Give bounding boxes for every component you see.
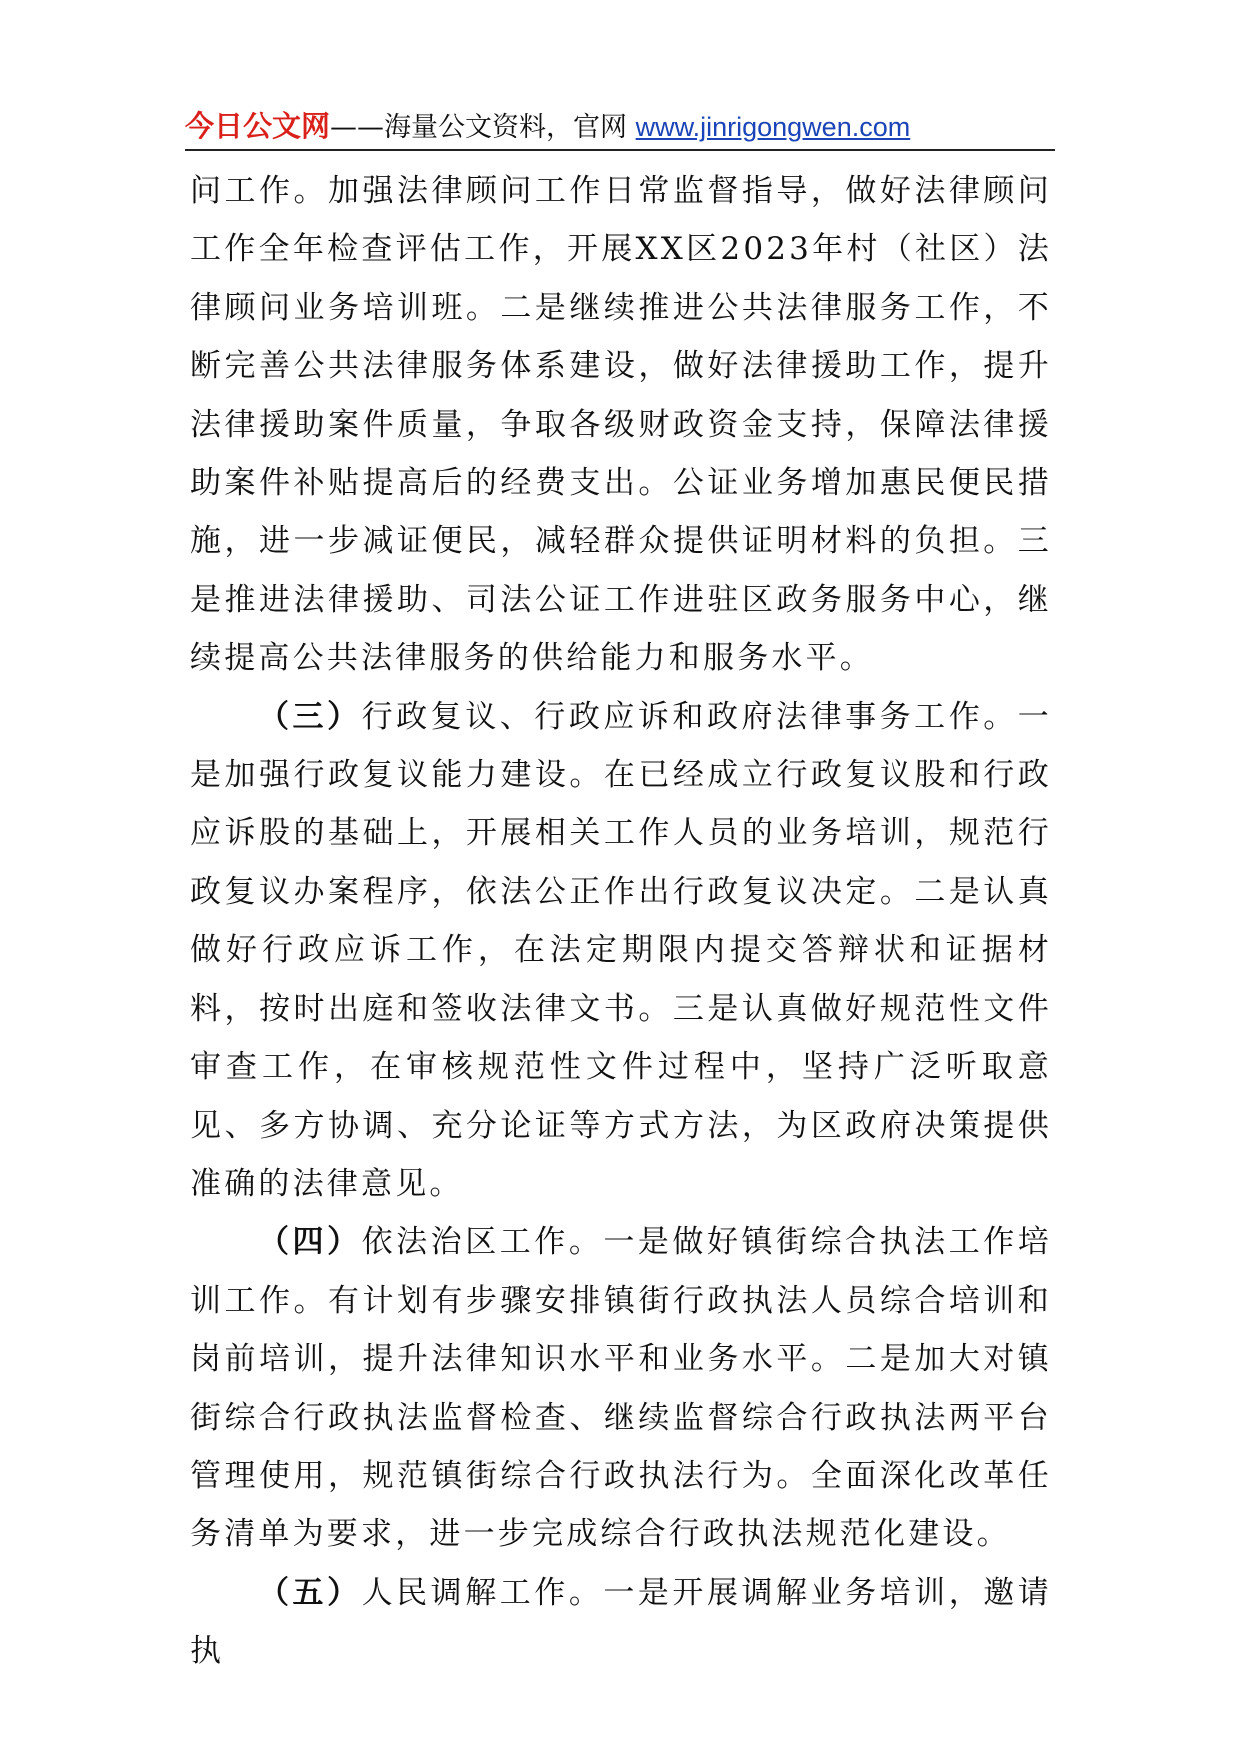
site-brand: 今日公文网 [185,109,331,143]
paragraph-4-text: 人民调解工作。一是开展调解业务培训，邀请执 [190,1574,1052,1670]
page-header [185,104,1055,148]
section-3-number: （三） [258,698,362,735]
paragraph-1-text: 问工作。加强法律顾问工作日常监督指导，做好法律顾问工作全年检查评估工作，开展XX区2023年村（社区）法律顾问业务培训班。二是继续推进公共法律服务工作，不断完善公共法律服务体系建设，做好法律援助工作，提升法律援助案件质量，争取各级财政资金支持，保障法律援助案件补贴提高后的经费支出。公证业务增加惠民便民措施，进一步减证便民，减轻群众提供证明材料的负担。三是推进法律援助、司法公证工作进驻区政务服务中心，继续提高公共法律服务的供给能力和服务水平。 [190,173,1052,677]
paragraph-2-text: 行政复议、行政应诉和政府法律事务工作。一是加强行政复议能力建设。在已经成立行政复议股和行政应诉股的基础上，开展相关工作人员的业务培训，规范行政复议办案程序，依法公正作出行政复议决定。二是认真做好行政应诉工作，在法定期限内提交答辩状和证据材料，按时出庭和签收法律文书。三是认真做好规范性文件审查工作，在审核规范性文件过程中，坚持广泛听取意见、多方协调、充分论证等方式方法，为区政府决策提供准确的法律意见。 [190,698,1052,1202]
section-5-number: （五） [258,1574,362,1611]
paragraph-2 [190,688,1052,1214]
header-description: 海量公文资料，官网 [384,112,628,143]
section-4-number: （四） [258,1224,362,1261]
paragraph-3 [190,1213,1052,1563]
header-separator: —— [330,112,385,143]
paragraph-4 [190,1564,1052,1681]
header-divider [185,149,1055,151]
document-body [190,162,1052,1681]
site-url-link[interactable]: www.jinrigongwen.com [635,112,911,142]
paragraph-1 [190,162,1052,688]
paragraph-3-text: 依法治区工作。一是做好镇街综合执法工作培训工作。有计划有步骤安排镇街行政执法人员综合培训和岗前培训，提升法律知识水平和业务水平。二是加大对镇街综合行政执法监督检查、继续监督综合行政执法两平台管理使用，规范镇街综合行政执法行为。全面深化改革任务清单为要求，进一步完成综合行政执法规范化建设。 [190,1224,1052,1553]
